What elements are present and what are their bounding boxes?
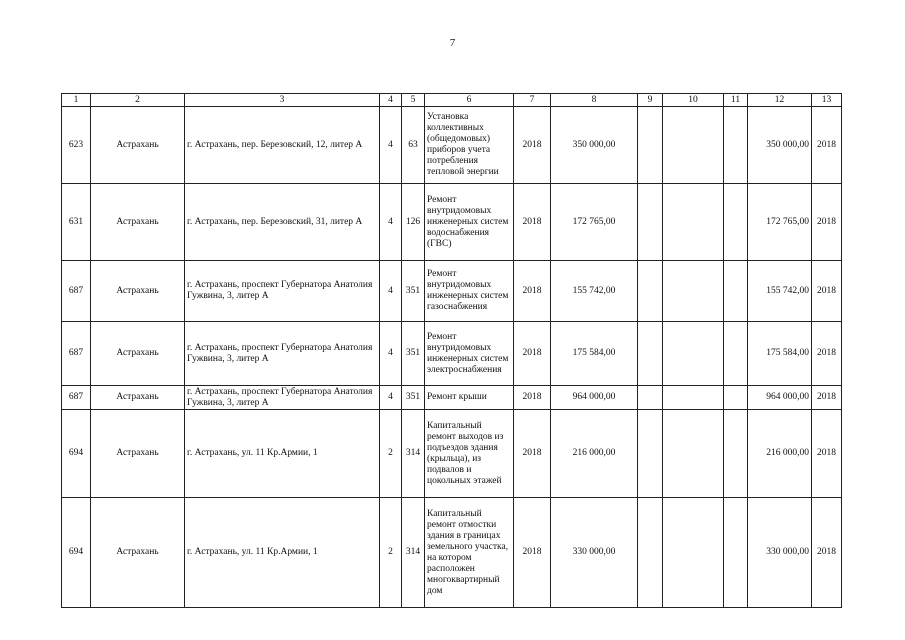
house-id-cell: 694 [62, 498, 91, 608]
municipality-cell: Астрахань [91, 386, 185, 410]
address-cell: г. Астрахань, пер. Березовский, 31, литер А [185, 184, 380, 261]
table-row [62, 386, 842, 410]
year-end-cell: 2018 [812, 410, 842, 498]
work-type-cell: Установка коллективных (общедомовых) приборов учета потребления тепловой энергии [425, 107, 514, 184]
col4-cell: 4 [380, 184, 402, 261]
address-cell: г. Астрахань, проспект Губернатора Анатолия Гужвина, 3, литер А [185, 386, 380, 410]
col11-cell [724, 386, 748, 410]
header-cell: 2 [91, 94, 185, 107]
year-cell: 2018 [514, 498, 551, 608]
cost-cell: 330 000,00 [551, 498, 638, 608]
year-end-cell: 2018 [812, 498, 842, 608]
year-cell: 2018 [514, 322, 551, 386]
header-cell: 7 [514, 94, 551, 107]
municipality-cell: Астрахань [91, 410, 185, 498]
year-cell: 2018 [514, 184, 551, 261]
municipality-cell: Астрахань [91, 184, 185, 261]
col5-cell: 126 [402, 184, 425, 261]
col4-cell: 4 [380, 386, 402, 410]
header-cell: 5 [402, 94, 425, 107]
col5-cell: 63 [402, 107, 425, 184]
col10-cell [663, 410, 724, 498]
municipality-cell: Астрахань [91, 107, 185, 184]
cost-cell: 216 000,00 [551, 410, 638, 498]
address-cell: г. Астрахань, ул. 11 Кр.Армии, 1 [185, 410, 380, 498]
col11-cell [724, 261, 748, 322]
total-cell: 216 000,00 [748, 410, 812, 498]
house-id-cell: 623 [62, 107, 91, 184]
cost-cell: 175 584,00 [551, 322, 638, 386]
address-cell: г. Астрахань, ул. 11 Кр.Армии, 1 [185, 498, 380, 608]
year-end-cell: 2018 [812, 386, 842, 410]
table-row [62, 410, 842, 498]
table-row [62, 184, 842, 261]
year-end-cell: 2018 [812, 107, 842, 184]
col10-cell [663, 184, 724, 261]
table-row [62, 498, 842, 608]
cost-cell: 350 000,00 [551, 107, 638, 184]
table-row [62, 322, 842, 386]
year-cell: 2018 [514, 107, 551, 184]
header-cell: 1 [62, 94, 91, 107]
col5-cell: 351 [402, 386, 425, 410]
header-cell: 13 [812, 94, 842, 107]
col5-cell: 314 [402, 498, 425, 608]
total-cell: 964 000,00 [748, 386, 812, 410]
header-cell: 9 [638, 94, 663, 107]
table-row [62, 107, 842, 184]
col10-cell [663, 498, 724, 608]
work-type-cell: Ремонт крыши [425, 386, 514, 410]
house-id-cell: 694 [62, 410, 91, 498]
cost-cell: 172 765,00 [551, 184, 638, 261]
total-cell: 155 742,00 [748, 261, 812, 322]
col10-cell [663, 386, 724, 410]
header-cell: 11 [724, 94, 748, 107]
work-type-cell: Капитальный ремонт выходов из подъездов здания (крыльца), из подвалов и цокольных этажей [425, 410, 514, 498]
col9-cell [638, 386, 663, 410]
total-cell: 175 584,00 [748, 322, 812, 386]
col4-cell: 2 [380, 498, 402, 608]
col11-cell [724, 322, 748, 386]
col10-cell [663, 107, 724, 184]
house-id-cell: 687 [62, 261, 91, 322]
col10-cell [663, 322, 724, 386]
year-end-cell: 2018 [812, 322, 842, 386]
col11-cell [724, 184, 748, 261]
col9-cell [638, 410, 663, 498]
house-id-cell: 631 [62, 184, 91, 261]
col9-cell [638, 107, 663, 184]
header-cell: 3 [185, 94, 380, 107]
table-header-row [62, 94, 842, 107]
municipality-cell: Астрахань [91, 261, 185, 322]
col4-cell: 2 [380, 410, 402, 498]
col9-cell [638, 261, 663, 322]
col9-cell [638, 498, 663, 608]
year-cell: 2018 [514, 410, 551, 498]
header-cell: 6 [425, 94, 514, 107]
col9-cell [638, 184, 663, 261]
cost-cell: 964 000,00 [551, 386, 638, 410]
col9-cell [638, 322, 663, 386]
col4-cell: 4 [380, 322, 402, 386]
col4-cell: 4 [380, 261, 402, 322]
col11-cell [724, 498, 748, 608]
repair-program-table [61, 93, 842, 608]
col5-cell: 314 [402, 410, 425, 498]
work-type-cell: Ремонт внутридомовых инженерных систем электроснабжения [425, 322, 514, 386]
col11-cell [724, 410, 748, 498]
col5-cell: 351 [402, 322, 425, 386]
table-row [62, 261, 842, 322]
year-cell: 2018 [514, 386, 551, 410]
total-cell: 350 000,00 [748, 107, 812, 184]
header-cell: 10 [663, 94, 724, 107]
work-type-cell: Ремонт внутридомовых инженерных систем водоснабжения (ГВС) [425, 184, 514, 261]
header-cell: 8 [551, 94, 638, 107]
col10-cell [663, 261, 724, 322]
work-type-cell: Ремонт внутридомовых инженерных систем газоснабжения [425, 261, 514, 322]
col5-cell: 351 [402, 261, 425, 322]
header-cell: 12 [748, 94, 812, 107]
col4-cell: 4 [380, 107, 402, 184]
total-cell: 172 765,00 [748, 184, 812, 261]
municipality-cell: Астрахань [91, 322, 185, 386]
address-cell: г. Астрахань, проспект Губернатора Анатолия Гужвина, 3, литер А [185, 261, 380, 322]
house-id-cell: 687 [62, 386, 91, 410]
address-cell: г. Астрахань, проспект Губернатора Анатолия Гужвина, 3, литер А [185, 322, 380, 386]
page-number: 7 [449, 37, 456, 49]
work-type-cell: Капитальный ремонт отмостки здания в границах земельного участка, на котором расположен многоквартирный дом [425, 498, 514, 608]
col11-cell [724, 107, 748, 184]
municipality-cell: Астрахань [91, 498, 185, 608]
total-cell: 330 000,00 [748, 498, 812, 608]
year-end-cell: 2018 [812, 184, 842, 261]
cost-cell: 155 742,00 [551, 261, 638, 322]
header-cell: 4 [380, 94, 402, 107]
year-cell: 2018 [514, 261, 551, 322]
address-cell: г. Астрахань, пер. Березовский, 12, литер А [185, 107, 380, 184]
house-id-cell: 687 [62, 322, 91, 386]
year-end-cell: 2018 [812, 261, 842, 322]
